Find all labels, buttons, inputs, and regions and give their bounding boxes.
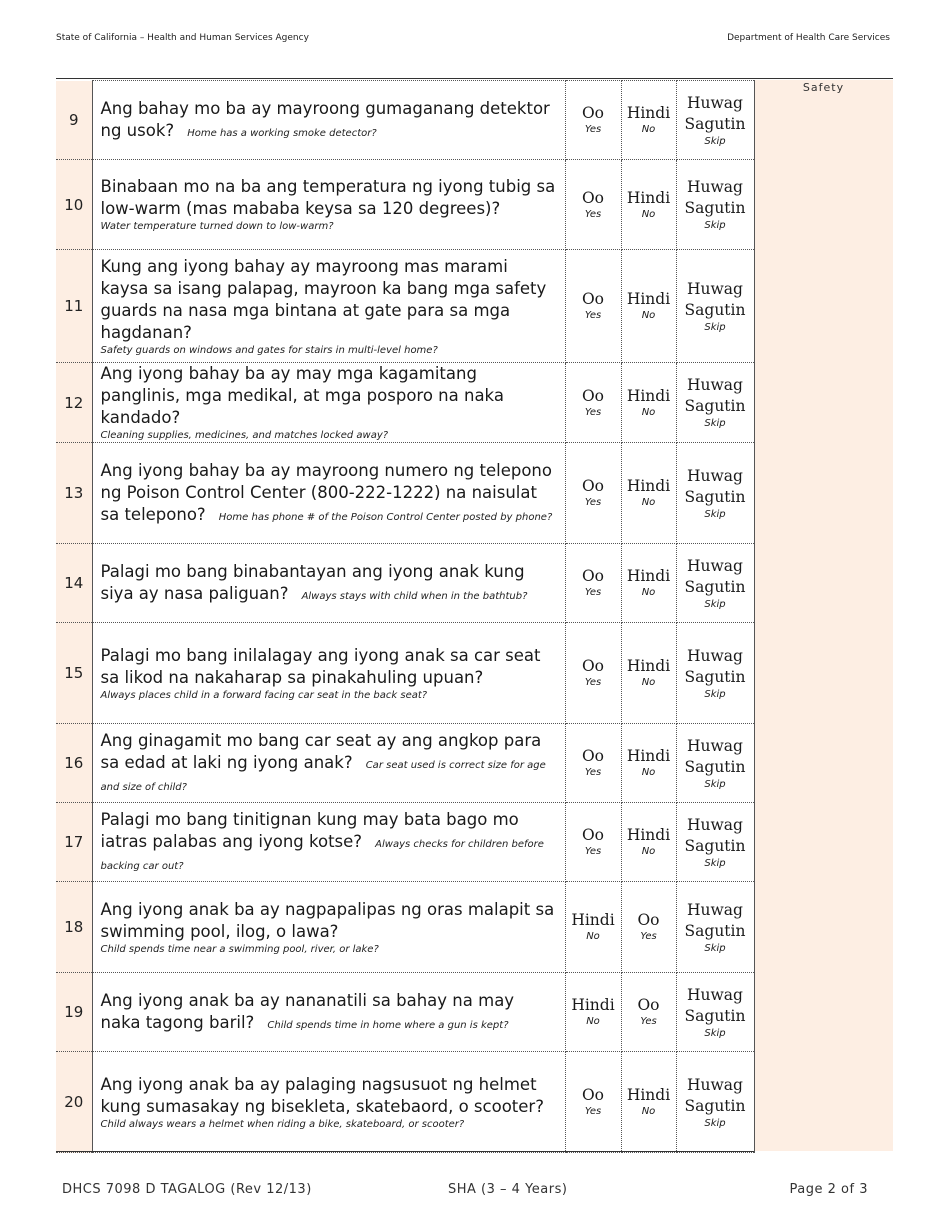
- answer-yes-option[interactable]: [621, 973, 676, 1052]
- answer-no-tagalog: Hindi: [626, 290, 671, 308]
- question-tagalog: Ang iyong anak ba ay nananatili sa bahay na may naka tagong baril?: [100, 991, 515, 1032]
- answer-yes-english: Yes: [584, 310, 602, 321]
- answer-skip-option[interactable]: [676, 363, 754, 443]
- skip-tagalog-line1: Huwag: [687, 279, 743, 298]
- answer-yes-english: Yes: [584, 677, 602, 688]
- answer-no-option[interactable]: [621, 544, 676, 623]
- skip-english: Skip: [704, 688, 726, 700]
- answer-yes-option[interactable]: [565, 443, 621, 544]
- question-number: 15: [56, 623, 92, 724]
- answer-no-option[interactable]: [565, 882, 621, 973]
- skip-tagalog-line1: Huwag: [687, 815, 743, 834]
- form-title: SHA (3 – 4 Years): [448, 1182, 568, 1197]
- question-text: [92, 81, 565, 160]
- department-header: Department of Health Care Services: [727, 33, 890, 43]
- form-number: DHCS 7098 D TAGALOG (Rev 12/13): [62, 1182, 312, 1197]
- answer-yes-option[interactable]: [565, 160, 621, 250]
- answer-yes-english: Yes: [584, 124, 602, 135]
- question-row: [56, 443, 754, 544]
- answer-no-english: No: [641, 124, 656, 135]
- answer-no-option[interactable]: [621, 250, 676, 363]
- answer-yes-tagalog: Oo: [581, 386, 605, 405]
- answer-skip-option[interactable]: [676, 250, 754, 363]
- answer-no-option[interactable]: [621, 623, 676, 724]
- answer-skip-option[interactable]: [676, 160, 754, 250]
- side-panel-title: Safety: [802, 81, 845, 94]
- answer-no-english: No: [641, 208, 656, 220]
- answer-no-option[interactable]: [621, 724, 676, 803]
- skip-english: Skip: [704, 857, 726, 869]
- question-number: 17: [56, 803, 92, 882]
- answer-no-english: No: [641, 677, 656, 688]
- skip-tagalog-line2: Sagutin: [684, 921, 746, 940]
- question-text: [92, 724, 565, 803]
- answer-skip-option[interactable]: [676, 544, 754, 623]
- question-row: [56, 1052, 754, 1153]
- question-english: Always checks for children before backing car out?: [100, 839, 544, 872]
- answer-yes-english: Yes: [584, 208, 602, 220]
- question-number: 10: [56, 160, 92, 250]
- question-number: 20: [56, 1052, 92, 1153]
- answer-yes-tagalog: Oo: [581, 104, 605, 122]
- answer-no-tagalog: Hindi: [626, 1086, 671, 1104]
- question-english: Cleaning supplies, medicines, and matches locked away?: [100, 430, 389, 441]
- skip-tagalog-line1: Huwag: [687, 93, 743, 112]
- question-row: [56, 363, 754, 443]
- skip-tagalog-line2: Sagutin: [684, 114, 746, 133]
- skip-tagalog-line2: Sagutin: [684, 757, 746, 776]
- answer-yes-option[interactable]: [565, 724, 621, 803]
- skip-tagalog-line2: Sagutin: [684, 577, 746, 596]
- question-english: Home has phone # of the Poison Control Center posted by phone?: [218, 512, 553, 523]
- answer-no-option[interactable]: [621, 160, 676, 250]
- answer-no-english: No: [586, 931, 600, 942]
- answer-yes-tagalog: Oo: [581, 188, 605, 207]
- question-english: Child spends time in home where a gun is kept?: [267, 1020, 509, 1031]
- question-text: [92, 363, 565, 443]
- question-row: [56, 882, 754, 973]
- question-number: 16: [56, 724, 92, 803]
- question-tagalog: Ang iyong bahay ba ay mayroong numero ng telepono ng Poison Control Center (800-222-1222) na naisulat sa telepono?: [100, 461, 552, 524]
- skip-tagalog-line2: Sagutin: [684, 1006, 746, 1025]
- answer-no-tagalog: Hindi: [626, 657, 671, 675]
- safety-side-panel: [754, 80, 893, 1151]
- question-text: [92, 973, 565, 1052]
- question-text: [92, 882, 565, 973]
- question-tagalog: Ang iyong anak ba ay nagpapalipas ng oras malapit sa swimming pool, ilog, o lawa?: [100, 899, 555, 941]
- skip-english: Skip: [704, 220, 726, 231]
- skip-tagalog-line2: Sagutin: [684, 667, 746, 686]
- answer-yes-english: Yes: [584, 1106, 602, 1117]
- question-row: [56, 623, 754, 724]
- question-row: [56, 81, 754, 160]
- question-row: [56, 724, 754, 803]
- answer-skip-option[interactable]: [676, 623, 754, 724]
- skip-tagalog-line1: Huwag: [687, 985, 743, 1004]
- skip-tagalog-line1: Huwag: [687, 178, 743, 196]
- skip-tagalog-line2: Sagutin: [684, 397, 746, 415]
- answer-no-option[interactable]: [621, 443, 676, 544]
- answer-no-english: No: [641, 1106, 656, 1117]
- question-number: 14: [56, 544, 92, 623]
- question-tagalog: Binabaan mo na ba ang temperatura ng iyong tubig sa low-warm (mas mababa keysa sa 120 degrees)?: [100, 177, 556, 218]
- answer-skip-option[interactable]: [676, 724, 754, 803]
- answer-no-tagalog: Hindi: [626, 188, 671, 207]
- skip-tagalog-line1: Huwag: [687, 900, 743, 919]
- skip-english: Skip: [704, 598, 726, 610]
- question-english: Always stays with child when in the bathtub?: [301, 591, 528, 602]
- questions-table: [56, 80, 755, 1153]
- question-tagalog: Palagi mo bang inilalagay ang iyong anak sa car seat sa likod na nakaharap sa pinakahuling upuan?: [100, 645, 541, 687]
- question-number: 19: [56, 973, 92, 1052]
- question-row: [56, 803, 754, 882]
- answer-no-tagalog: Hindi: [571, 911, 615, 929]
- skip-tagalog-line2: Sagutin: [684, 199, 746, 217]
- answer-no-tagalog: Hindi: [626, 747, 671, 765]
- answer-no-english: No: [641, 846, 656, 857]
- question-text: [92, 250, 565, 363]
- question-english: Child spends time near a swimming pool, river, or lake?: [100, 943, 379, 955]
- answer-yes-english: Yes: [640, 931, 657, 942]
- answer-skip-option[interactable]: [676, 973, 754, 1052]
- answer-yes-tagalog: Oo: [581, 567, 605, 585]
- skip-english: Skip: [704, 778, 726, 790]
- answer-yes-option[interactable]: [565, 250, 621, 363]
- question-english: Child always wears a helmet when riding a bike, skateboard, or scooter?: [100, 1118, 465, 1130]
- question-row: [56, 160, 754, 250]
- top-rule: [56, 78, 893, 79]
- skip-english: Skip: [704, 135, 726, 147]
- answer-no-option[interactable]: [565, 973, 621, 1052]
- skip-tagalog-line2: Sagutin: [684, 1096, 746, 1115]
- answer-skip-option[interactable]: [676, 803, 754, 882]
- question-tagalog: Ang bahay mo ba ay mayroong gumaganang detektor ng usok?: [100, 99, 550, 140]
- skip-english: Skip: [704, 1117, 726, 1129]
- question-row: [56, 250, 754, 363]
- question-row: [56, 544, 754, 623]
- answer-skip-option[interactable]: [676, 882, 754, 973]
- answer-no-english: No: [586, 1016, 600, 1027]
- bottom-rule: [56, 1151, 754, 1152]
- question-number: 12: [56, 363, 92, 443]
- question-english: Home has a working smoke detector?: [187, 128, 377, 139]
- answer-yes-tagalog: Oo: [581, 826, 605, 844]
- answer-yes-tagalog: Oo: [637, 911, 660, 929]
- answer-no-tagalog: Hindi: [626, 567, 671, 585]
- answer-no-english: No: [641, 587, 656, 598]
- agency-header: State of California – Health and Human Services Agency: [56, 33, 309, 43]
- skip-tagalog-line1: Huwag: [687, 736, 743, 755]
- answer-yes-option[interactable]: [565, 803, 621, 882]
- answer-skip-option[interactable]: [676, 1052, 754, 1153]
- question-tagalog: Ang iyong bahay ba ay may mga kagamitang panglinis, mga medikal, at mga posporo na naka kandado?: [100, 364, 504, 427]
- question-text: [92, 623, 565, 724]
- question-number: 18: [56, 882, 92, 973]
- question-tagalog: Palagi mo bang tinitignan kung may bata bago mo iatras palabas ang iyong kotse?: [100, 810, 519, 851]
- question-english: Always places child in a forward facing car seat in the back seat?: [100, 689, 428, 701]
- answer-yes-option[interactable]: [565, 81, 621, 160]
- question-tagalog: Ang ginagamit mo bang car seat ay ang angkop para sa edad at laki ng iyong anak?: [100, 731, 542, 772]
- answer-no-tagalog: Hindi: [626, 386, 671, 405]
- answer-no-tagalog: Hindi: [626, 477, 671, 495]
- answer-no-option[interactable]: [621, 1052, 676, 1153]
- answer-no-english: No: [641, 767, 656, 778]
- answer-yes-tagalog: Oo: [581, 747, 605, 765]
- answer-yes-option[interactable]: [565, 363, 621, 443]
- question-text: [92, 160, 565, 250]
- answer-no-tagalog: Hindi: [626, 104, 671, 122]
- answer-yes-english: Yes: [640, 1016, 657, 1027]
- answer-yes-tagalog: Oo: [581, 477, 605, 495]
- answer-yes-english: Yes: [584, 497, 602, 508]
- skip-english: Skip: [704, 321, 726, 333]
- question-tagalog: Kung ang iyong bahay ay mayroong mas marami kaysa sa isang palapag, mayroon ka bang mga safety guards na nasa mga bintana at gate para sa mga hagdanan?: [100, 256, 547, 342]
- answer-skip-option[interactable]: [676, 443, 754, 544]
- answer-no-option[interactable]: [621, 363, 676, 443]
- skip-tagalog-line1: Huwag: [687, 376, 743, 394]
- answer-yes-option[interactable]: [621, 882, 676, 973]
- answer-yes-option[interactable]: [565, 623, 621, 724]
- answer-yes-tagalog: Oo: [581, 1086, 605, 1104]
- answer-no-english: No: [641, 310, 656, 321]
- question-number: 11: [56, 250, 92, 363]
- skip-tagalog-line1: Huwag: [687, 556, 743, 575]
- answer-no-english: No: [641, 497, 656, 508]
- answer-no-tagalog: Hindi: [571, 996, 615, 1014]
- answer-no-tagalog: Hindi: [626, 826, 671, 844]
- answer-yes-english: Yes: [584, 406, 602, 418]
- answer-yes-tagalog: Oo: [581, 657, 605, 675]
- answer-yes-english: Yes: [584, 587, 602, 598]
- question-english: Safety guards on windows and gates for stairs in multi-level home?: [100, 344, 438, 356]
- question-row: [56, 973, 754, 1052]
- question-tagalog: Palagi mo bang binabantayan ang iyong anak kung siya ay nasa paliguan?: [100, 562, 525, 603]
- question-text: [92, 443, 565, 544]
- skip-english: Skip: [704, 418, 726, 429]
- skip-tagalog-line1: Huwag: [687, 1075, 743, 1094]
- skip-english: Skip: [704, 1027, 726, 1039]
- answer-yes-english: Yes: [584, 846, 602, 857]
- question-text: [92, 544, 565, 623]
- answer-no-english: No: [641, 406, 656, 418]
- question-number: 9: [56, 81, 92, 160]
- answer-skip-option[interactable]: [676, 81, 754, 160]
- answer-no-option[interactable]: [621, 81, 676, 160]
- answer-yes-option[interactable]: [565, 544, 621, 623]
- skip-tagalog-line1: Huwag: [687, 646, 743, 665]
- skip-tagalog-line2: Sagutin: [684, 300, 746, 319]
- answer-yes-option[interactable]: [565, 1052, 621, 1153]
- question-english: Car seat used is correct size for age and size of child?: [100, 760, 546, 793]
- skip-tagalog-line2: Sagutin: [684, 487, 746, 506]
- answer-no-option[interactable]: [621, 803, 676, 882]
- skip-tagalog-line1: Huwag: [687, 466, 743, 485]
- skip-english: Skip: [704, 942, 726, 954]
- answer-yes-tagalog: Oo: [581, 290, 605, 308]
- question-text: [92, 803, 565, 882]
- answer-yes-english: Yes: [584, 767, 602, 778]
- question-english: Water temperature turned down to low-warm?: [100, 221, 334, 232]
- question-tagalog: Ang iyong anak ba ay palaging nagsusuot ng helmet kung sumasakay ng bisekleta, skatebaord, o scooter?: [100, 1074, 544, 1116]
- skip-english: Skip: [704, 508, 726, 520]
- page-number: Page 2 of 3: [789, 1182, 868, 1197]
- question-text: [92, 1052, 565, 1153]
- skip-tagalog-line2: Sagutin: [684, 836, 746, 855]
- answer-yes-tagalog: Oo: [637, 996, 660, 1014]
- question-number: 13: [56, 443, 92, 544]
